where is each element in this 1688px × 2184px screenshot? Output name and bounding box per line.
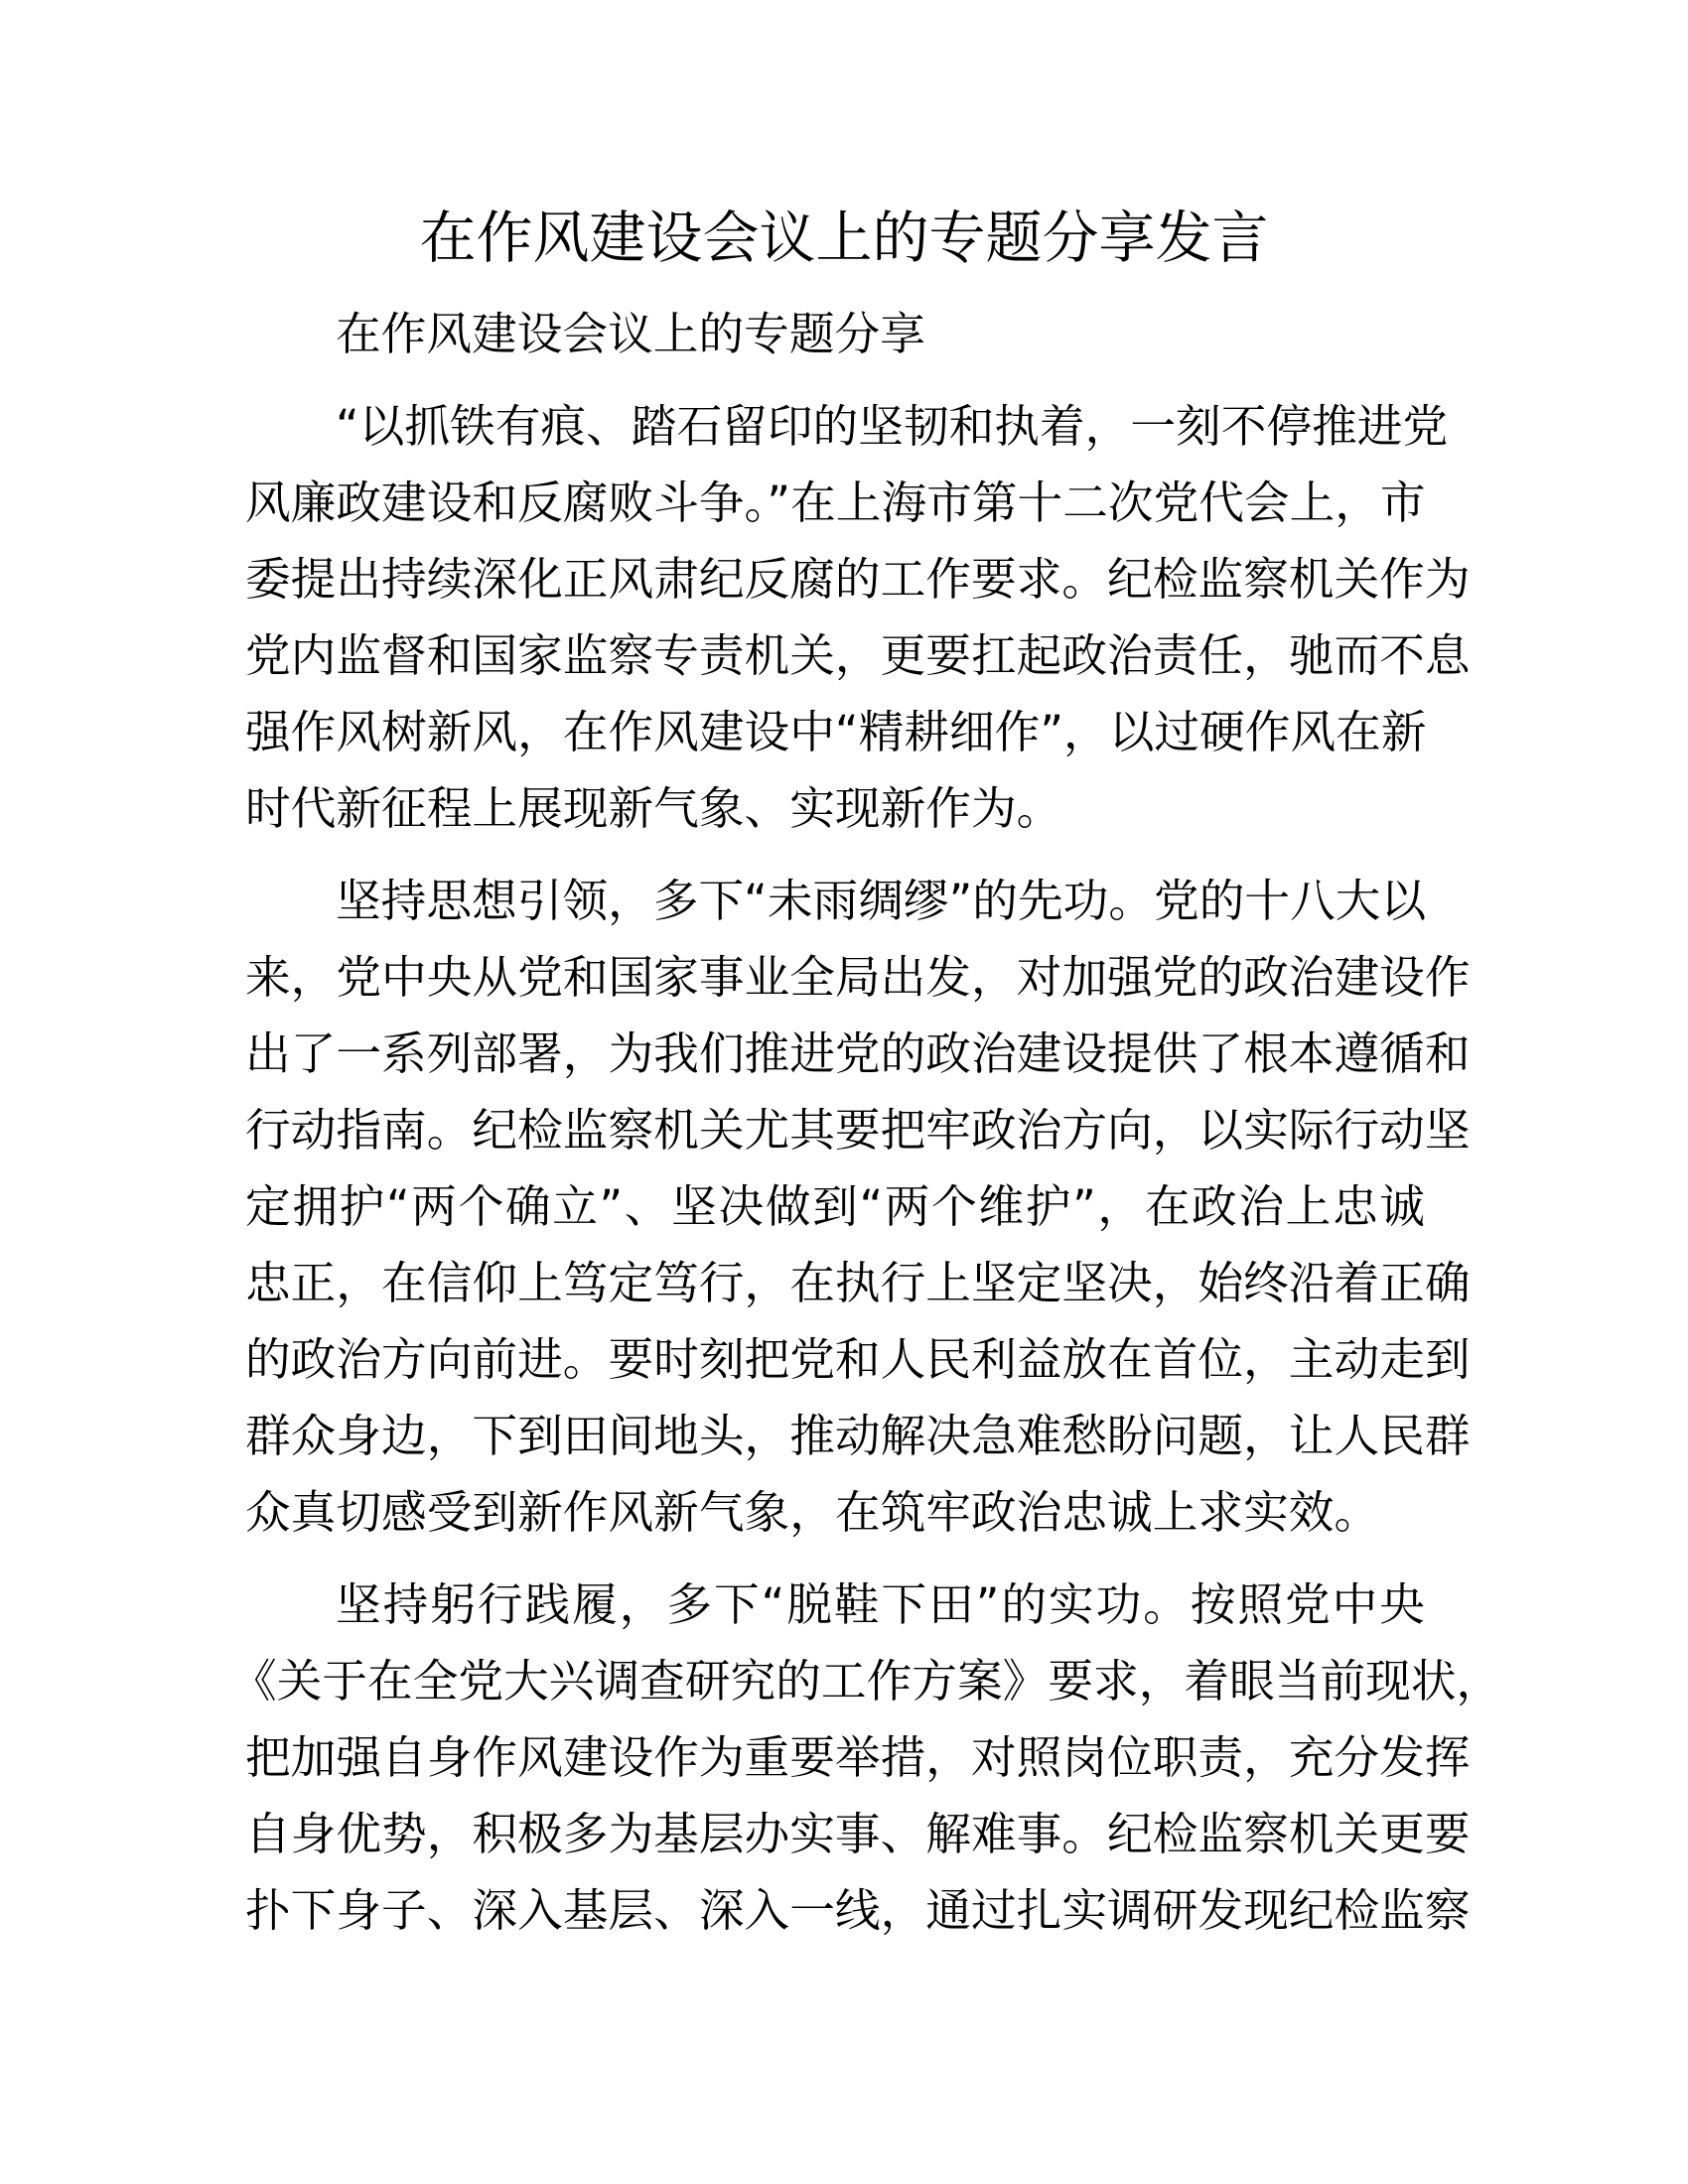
text-line: 来，党中央从党和国家事业全局出发，对加强党的政治建设作: [245, 951, 1471, 1004]
text-line: 强作风树新风，在作风建设中“精耕细作”，以过硬作风在新: [245, 706, 1427, 758]
paragraph-3: [231, 1567, 1502, 1949]
text-line: 把加强自身作风建设作为重要举措，对照岗位职责，充分发挥: [245, 1731, 1471, 1784]
paragraph-1: [245, 388, 1471, 847]
text-line: 出了一系列部署，为我们推进党的政治建设提供了根本遵循和: [245, 1027, 1471, 1080]
text-line: “以抓铁有痕、踏石留印的坚韧和执着，一刻不停推进党: [336, 400, 1449, 453]
document-title: 在作风建设会议上的专题分享发言: [419, 205, 1269, 271]
text-line: 党内监督和国家监察专责机关，更要扛起政治责任，驰而不息: [245, 629, 1471, 682]
text-line: 的政治方向前进。要时刻把党和人民利益放在首位，主动走到: [245, 1333, 1471, 1386]
document-subtitle: 在作风建设会议上的专题分享: [336, 308, 925, 360]
text-line: 定拥护“两个确立”、坚决做到“两个维护”，在政治上忠诚: [245, 1180, 1425, 1233]
text-line: 自身优势，积极多为基层办实事、解难事。纪检监察机关更要: [245, 1808, 1471, 1860]
text-line: 坚持思想引领，多下“未雨绸缪”的先功。党的十八大以: [336, 875, 1427, 927]
text-line: 时代新征程上展现新气象、实现新作为。: [245, 782, 1062, 835]
text-line: 《关于在全党大兴调查研究的工作方案》要求，着眼当前现状，: [231, 1655, 1502, 1707]
paragraph-2: [245, 863, 1471, 1551]
text-line: 忠正，在信仰上笃定笃行，在执行上坚定坚决，始终沿着正确: [245, 1257, 1471, 1309]
text-line: 众真切感受到新作风新气象，在筑牢政治忠诚上求实效。: [245, 1486, 1380, 1539]
text-line: 群众身边，下到田间地头，推动解决急难愁盼问题，让人民群: [245, 1410, 1471, 1462]
text-line: 扑下身子、深入基层、深入一线，通过扎实调研发现纪检监察: [245, 1884, 1471, 1937]
text-line: 坚持躬行践履，多下“脱鞋下田”的实功。按照党中央: [336, 1578, 1425, 1631]
text-line: 委提出持续深化正风肃纪反腐的工作要求。纪检监察机关作为: [245, 553, 1471, 606]
text-line: 风廉政建设和反腐败斗争。”在上海市第十二次党代会上，市: [245, 477, 1426, 529]
text-line: 行动指南。纪检监察机关尤其要把牢政治方向，以实际行动坚: [245, 1104, 1471, 1157]
document-body: [231, 296, 1502, 1949]
